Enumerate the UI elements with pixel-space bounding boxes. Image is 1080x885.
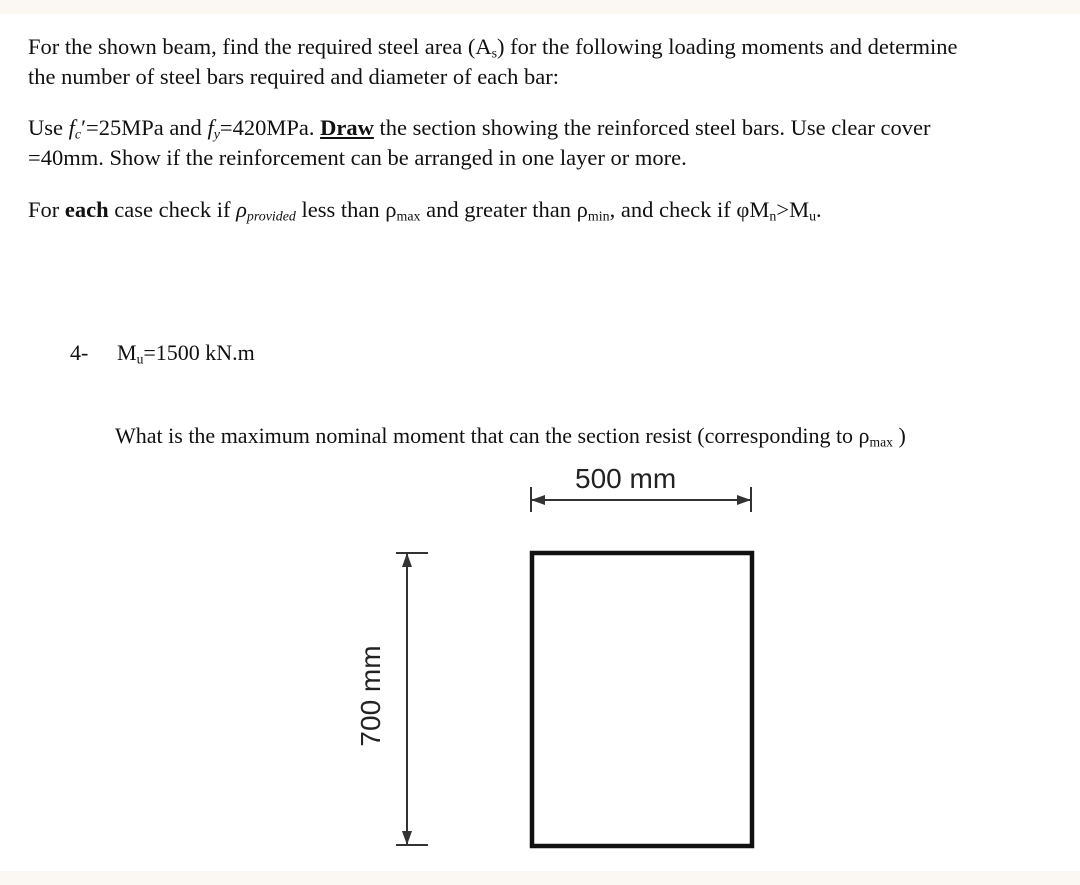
item-number: 4-: [70, 340, 89, 365]
material-line: Use $f_c'=25MPa$ and $f_y=420MPa$. Draw the section showing the reinforced steel bars. Use clear cover: [28, 115, 931, 143]
draw-word: Draw: [320, 115, 374, 140]
cover-line: =40mm. Show if the reinforcement can be arranged in one layer or more.: [28, 145, 687, 170]
width-label: 500 mm: [575, 463, 677, 494]
check-line: For each case check if $\rho_{provided}$ less than $\rho_{max}$ and greater than $\rho_{min}$, and check if $\varphi M_n>M_u$.: [28, 197, 822, 225]
problem-line-2: the number of steel bars required and diameter of each bar:: [28, 64, 560, 89]
height-dimension: [396, 553, 428, 845]
height-label: 700 mm: [355, 645, 386, 747]
item-moment: $M_u=1500$ kN.m: [117, 340, 255, 367]
beam-cross-section: [532, 553, 752, 846]
problem-line-1: For the shown beam, find the required steel area $(A_s)$ for the following loading moments and determine: [28, 34, 958, 62]
question-text: What is the maximum nominal moment that can the section resist (corresponding to $\rho_{max}$ ): [115, 423, 906, 450]
